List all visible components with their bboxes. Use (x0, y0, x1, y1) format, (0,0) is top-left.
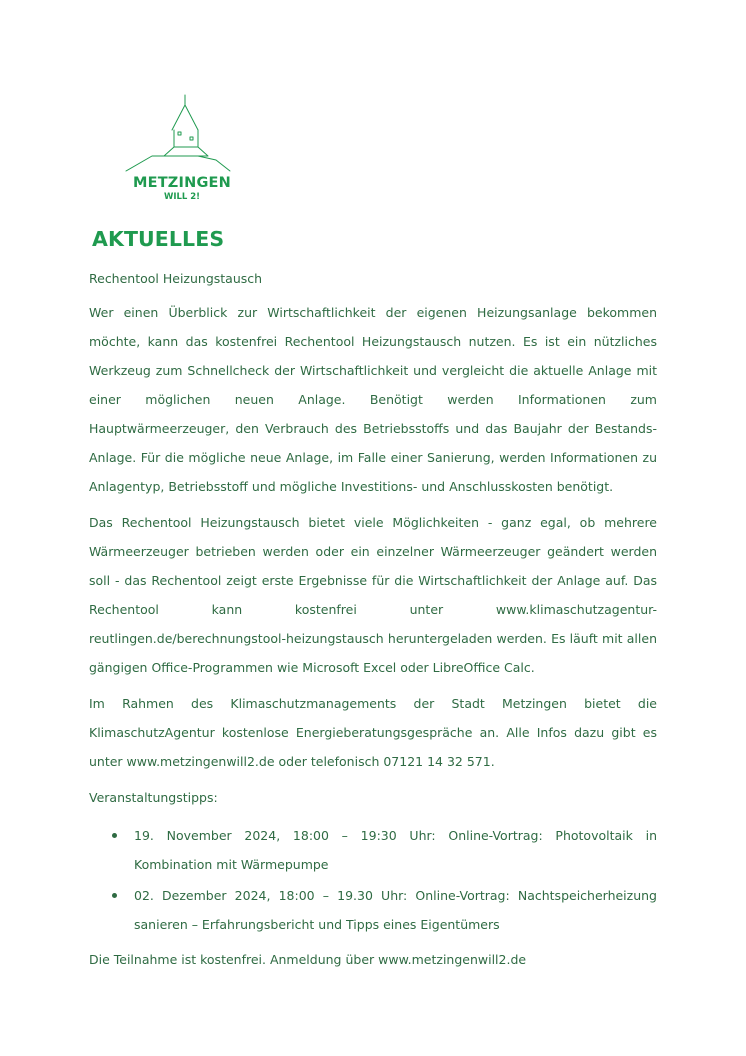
article-subtitle: Rechentool Heizungstausch (89, 271, 263, 286)
event-text: 19. November 2024, 18:00 – 19:30 Uhr: Online-Vortrag: Photovoltaik in Kombination mit Wärmepumpe (134, 828, 657, 872)
events-label: Veranstaltungstipps: (89, 790, 218, 805)
event-text: 02. Dezember 2024, 18:00 – 19.30 Uhr: Online-Vortrag: Nachtspeicherheizung sanieren – Erfahrungsbericht und Tipps eines Eigentümers (134, 888, 657, 932)
paragraph-2: Das Rechentool Heizungstausch bietet viele Möglichkeiten - ganz egal, ob mehrere Wärmeerzeuger betrieben werden oder ein einzelner Wärmeerzeuger geändert werden soll - das Rechentool zeigt erste Ergebnisse für die Wirtschaftlichkeit der Anlage auf. Das Rechentool kann kostenfrei unter www.klimaschutzagentur-reutlingen.de/berechnungstool-heizungstausch heruntergeladen werden. Es läuft mit allen gängigen Office-Programmen wie Microsoft Excel oder LibreOffice Calc. (89, 515, 657, 675)
registration-note: Die Teilnahme ist kostenfrei. Anmeldung über www.metzingenwill2.de (89, 952, 527, 967)
list-item (89, 881, 657, 939)
bullet-icon (112, 833, 117, 838)
section-title: AKTUELLES (92, 227, 225, 251)
church-tower-icon (122, 92, 234, 176)
bullet-icon (112, 893, 117, 898)
list-item (89, 821, 657, 879)
article-body (89, 264, 657, 974)
metzingen-logo (122, 92, 234, 204)
events-list (89, 821, 657, 939)
logo-title: METZINGEN (132, 175, 231, 191)
paragraph-1: Wer einen Überblick zur Wirtschaftlichkeit der eigenen Heizungsanlage bekommen möchte, kann das kostenfrei Rechentool Heizungstausch nutzen. Es ist ein nützliches Werkzeug zum Schnellcheck der Wirtschaftlichkeit und vergleicht die aktuelle Anlage mit einer möglichen neuen Anlage. Benötigt werden Informationen zum Hauptwärmeerzeuger, den Verbrauch des Betriebsstoffs und das Baujahr der Bestands-Anlage. Für die mögliche neue Anlage, im Falle einer Sanierung, werden Informationen zu Anlagentyp, Betriebsstoff und mögliche Investitions- und Anschlusskosten benötigt. (89, 305, 657, 494)
logo-subtitle: WILL 2! (163, 192, 201, 202)
paragraph-3: Im Rahmen des Klimaschutzmanagements der Stadt Metzingen bietet die KlimaschutzAgentur kostenlose Energieberatungsgespräche an. Alle Infos dazu gibt es unter www.metzingenwill2.de oder telefonisch 07121 14 32 571. (89, 696, 657, 769)
